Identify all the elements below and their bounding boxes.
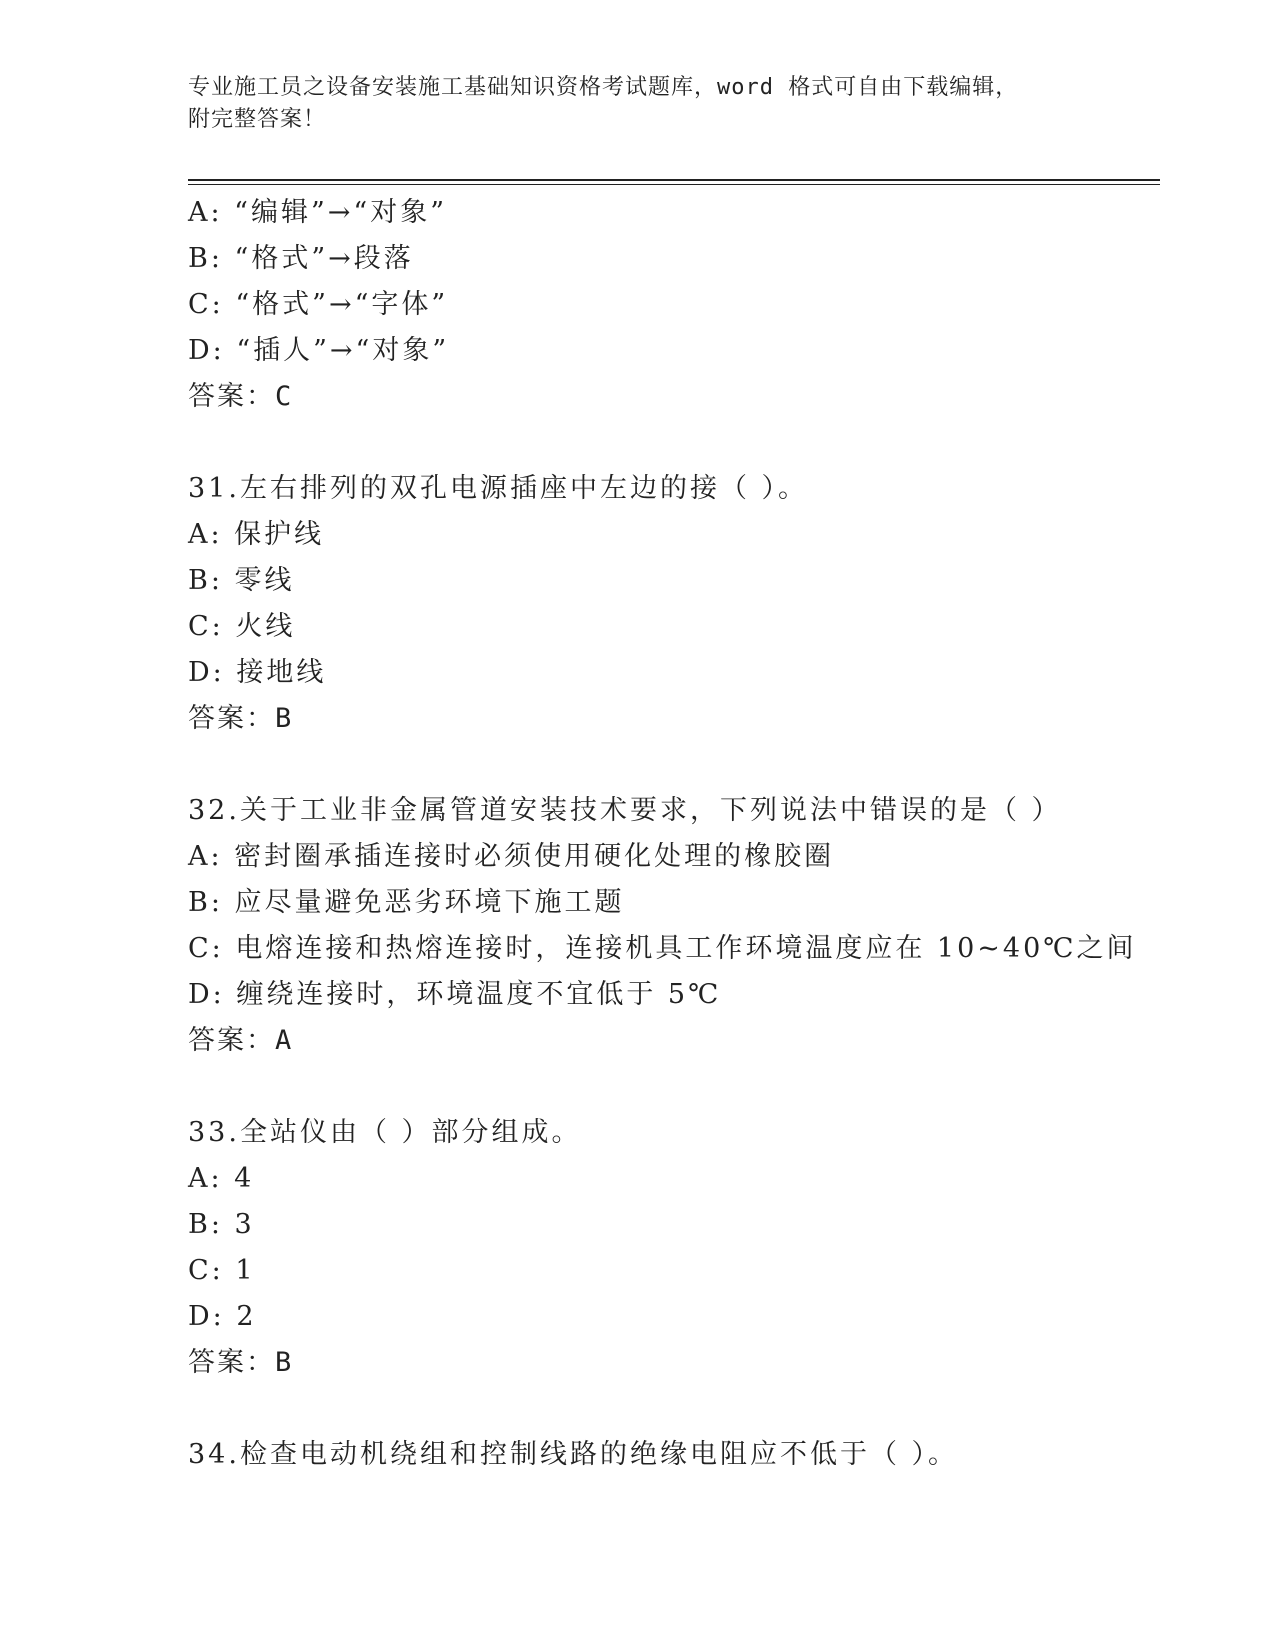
answer-line: 答案：B <box>188 703 294 734</box>
question-30 <box>188 190 1188 420</box>
header-line-2: 附完整答案！ <box>188 107 327 132</box>
option-b: B: “格式”→段落 <box>188 243 414 274</box>
question-text: 33.全站仪由（ ）部分组成。 <box>188 1117 582 1148</box>
answer-line: 答案：A <box>188 1025 294 1056</box>
option-c: C: 火线 <box>188 611 296 642</box>
header-divider-thin <box>188 184 1160 185</box>
header-divider-thick <box>188 179 1160 181</box>
spacer <box>188 1386 1188 1432</box>
question-text: 32.关于工业非金属管道安装技术要求，下列说法中错误的是（ ） <box>188 795 1062 826</box>
question-33 <box>188 1110 1188 1386</box>
answer-line: 答案：B <box>188 1347 294 1378</box>
question-text: 31.左右排列的双孔电源插座中左边的接（ ）。 <box>188 473 809 504</box>
spacer <box>188 420 1188 466</box>
spacer <box>188 742 1188 788</box>
option-c: C: 1 <box>188 1255 256 1286</box>
option-d: D: 接地线 <box>188 657 327 688</box>
question-34 <box>188 1432 1188 1478</box>
option-d: D: 2 <box>188 1301 257 1332</box>
option-b: B: 零线 <box>188 565 295 596</box>
option-a: A: 保护线 <box>188 519 325 550</box>
question-text: 34.检查电动机绕组和控制线路的绝缘电阻应不低于（ ）。 <box>188 1439 959 1470</box>
option-a: A: 密封圈承插连接时必须使用硬化处理的橡胶圈 <box>188 841 835 872</box>
question-list <box>188 190 1188 1478</box>
spacer <box>188 1064 1188 1110</box>
option-b: B: 应尽量避免恶劣环境下施工题 <box>188 887 625 918</box>
option-a: A: “编辑”→“对象” <box>188 197 448 228</box>
option-b: B: 3 <box>188 1209 255 1240</box>
option-a: A: 4 <box>188 1163 255 1194</box>
answer-line: 答案：C <box>188 381 294 412</box>
question-32 <box>188 788 1188 1064</box>
question-31 <box>188 466 1188 742</box>
option-c: C: 电熔连接和热熔连接时，连接机具工作环境温度应在 10~40℃之间 <box>188 933 1137 964</box>
document-header <box>188 72 1048 136</box>
option-d: D: 缠绕连接时，环境温度不宜低于 5℃ <box>188 979 722 1010</box>
option-d: D: “插人”→“对象” <box>188 335 450 366</box>
option-c: C: “格式”→“字体” <box>188 289 449 320</box>
header-line-1: 专业施工员之设备安装施工基础知识资格考试题库，word 格式可自由下载编辑， <box>188 75 1019 100</box>
